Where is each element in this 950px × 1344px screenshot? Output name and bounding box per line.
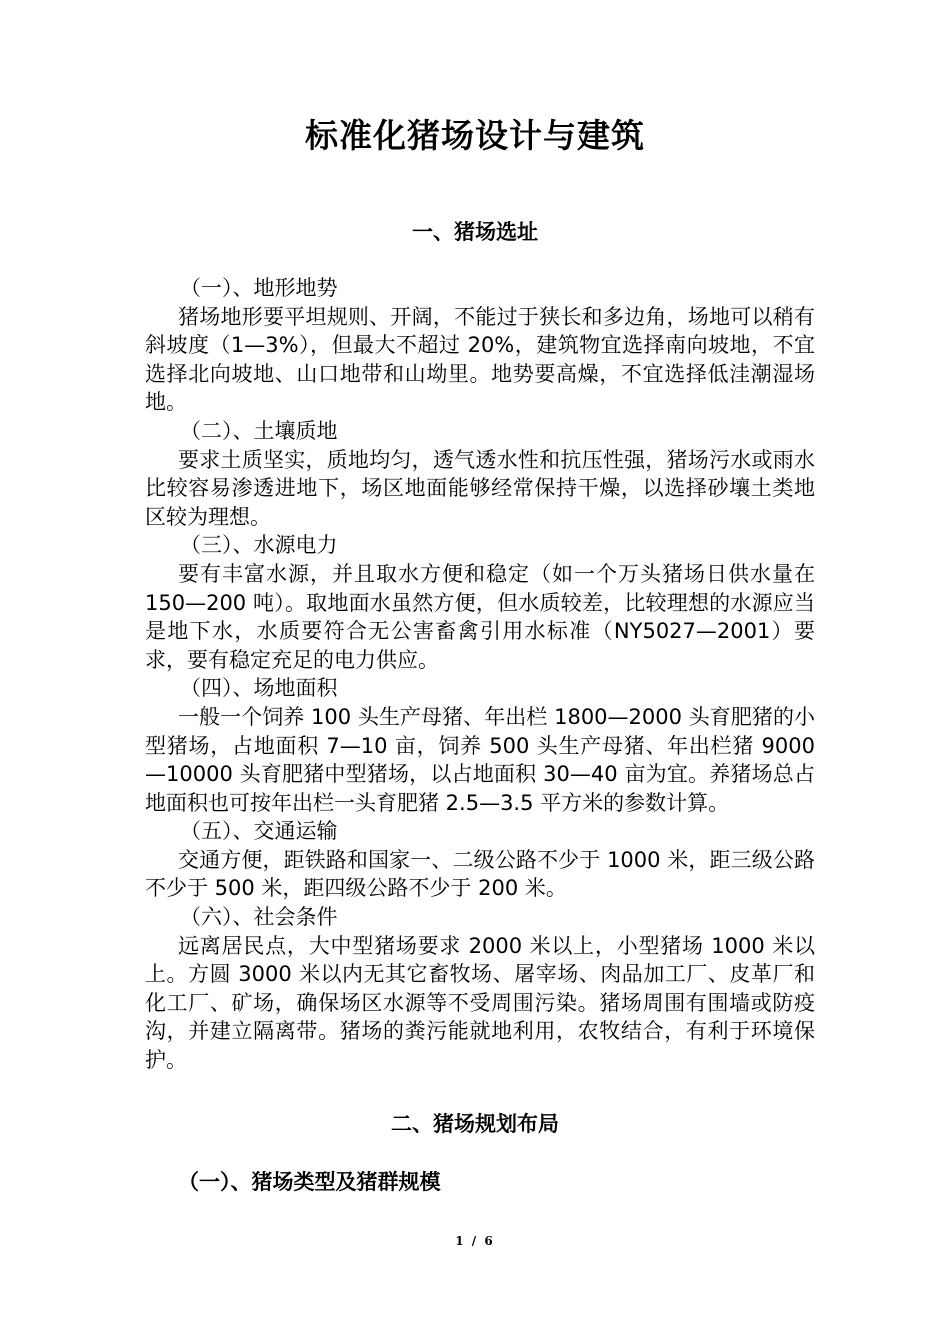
item-text-water-power: 要有丰富水源，并且取水方便和稳定（如一个万头猪场日供水量在 150—200 吨）。取地面水虽然方便，但水质较差，比较理想的水源应当是地下水，水质要符合无公害畜禽引用水标准（NY5027—2001）要求，要有稳定充足的电力供应。	[145, 561, 815, 672]
item-label-water-power: （三）、水源电力	[180, 533, 338, 558]
document-title: 标准化猪场设计与建筑	[305, 116, 645, 155]
section-body	[145, 274, 815, 1075]
item-text-terrain: 猪场地形要平坦规则、开阔，不能过于狭长和多边角，场地可以稍有斜坡度（1—3%），但最大不超过 20%，建筑物宜选择南向坡地，不宜选择北向坡地、山口地带和山坳里。地势要高燥，不宜选择低洼潮湿场地。	[145, 304, 815, 415]
page-indicator: 1 / 6	[455, 1234, 495, 1248]
item-label-soil: （二）、土壤质地	[180, 418, 338, 443]
item-text-area: 一般一个饲养 100 头生产母猪、年出栏 1800—2000 头育肥猪的小型猪场，占地面积 7—10 亩，饲养 500 头生产母猪、年出栏猪 9000—10000 头育肥猪中型猪场，以占地面积 30—40 亩为宜。养猪场总占地面积也可按年出栏一头育肥猪 2.5—3.5 平方米的参数计算。	[145, 704, 815, 815]
item-label-social: （六）、社会条件	[180, 905, 338, 930]
item-label-terrain: （一）、地形地势	[180, 276, 338, 300]
item-text-soil: 要求土质坚实，质地均匀，透气透水性和抗压性强，猪场污水或雨水比较容易渗透进地下，场区地面能够经常保持干燥，以选择砂壤土类地区较为理想。	[145, 447, 815, 529]
section-heading-layout: 二、猪场规划布局	[391, 1112, 559, 1136]
item-label-area: （四）、场地面积	[180, 676, 338, 701]
subheading-farm-type: （一）、猪场类型及猪群规模	[178, 1170, 441, 1194]
section-heading-site-selection: 一、猪场选址	[412, 220, 538, 244]
item-text-social: 远离居民点，大中型猪场要求 2000 米以上，小型猪场 1000 米以上。方圆 3000 米以内无其它畜牧场、屠宰场、肉品加工厂、皮革厂和化工厂、矿场，确保场区水源等不受周围污染。猪场周围有围墙或防疫沟，并建立隔离带。猪场的粪污能就地利用，农牧结合，有利于环境保护。	[145, 933, 815, 1073]
item-label-transport: （五）、交通运输	[180, 819, 338, 844]
item-text-transport: 交通方便，距铁路和国家一、二级公路不少于 1000 米，距三级公路不少于 500 米，距四级公路不少于 200 米。	[145, 847, 815, 901]
